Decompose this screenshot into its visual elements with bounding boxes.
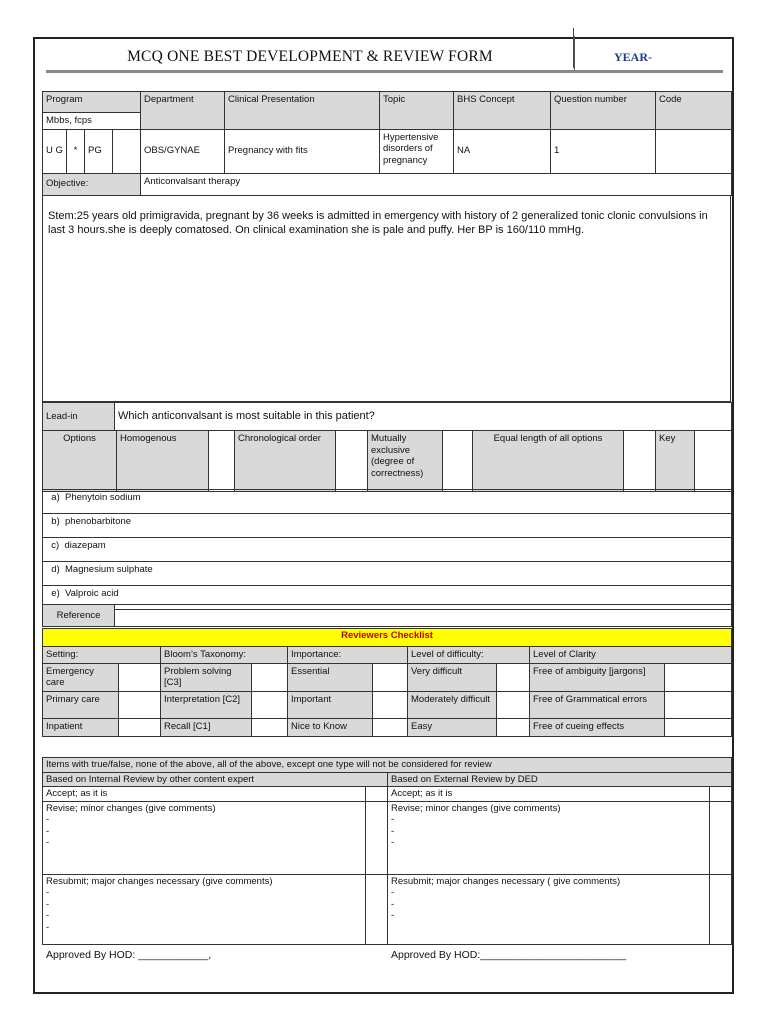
clarity-option: Free of Grammatical errors (530, 691, 665, 718)
importance-check[interactable] (373, 691, 408, 718)
option-item (43, 514, 732, 538)
option-letter: c) (51, 540, 60, 551)
reference-value (115, 605, 732, 627)
internal-resubmit[interactable] (43, 874, 366, 944)
equal-length-header: Equal length of all options (473, 431, 624, 492)
setting-option: Emergency care (43, 663, 119, 691)
setting-option: Inpatient (43, 718, 119, 736)
difficulty-option: Very difficult (408, 663, 497, 691)
importance-option: Essential (288, 663, 373, 691)
lead-in-label: Lead-in (43, 403, 115, 431)
comment-dash: - (391, 814, 395, 825)
lead-in-text: Which anticonvalsant is most suitable in this patient? (115, 403, 732, 431)
external-resubmit[interactable] (388, 874, 710, 944)
review-table (42, 757, 732, 945)
option-letter: a) (51, 492, 60, 503)
chronological-header: Chronological order (235, 431, 336, 492)
program-value: Mbbs, fcps (43, 113, 140, 129)
stem-text: Stem:25 years old primigravida, pregnant by 36 weeks is admitted in emergency with history of 2 generalized tonic clonic convulsions in last 3 hours.she is deeply comatosed. On clinical examination she is pale and puffy. Her BP is 160/110 mmHg. (48, 210, 708, 236)
topic-value: Hypertensive disorders of pregnancy (380, 129, 454, 173)
clinical-presentation-header: Clinical Presentation (225, 92, 380, 130)
reference-label: Reference (43, 605, 115, 627)
external-resubmit-check[interactable] (710, 874, 732, 944)
equal-length-check[interactable] (624, 431, 656, 492)
option-letter: b) (51, 516, 60, 527)
option-text: diazepam (64, 540, 106, 551)
mutually-exclusive-check[interactable] (443, 431, 473, 492)
option-text: Valproic acid (65, 588, 119, 599)
comment-dash: - (46, 898, 50, 910)
internal-revise[interactable] (43, 801, 366, 874)
bhs-concept-value: NA (454, 129, 551, 173)
topic-header: Topic (380, 92, 454, 130)
difficulty-check[interactable] (497, 691, 530, 718)
option-item (43, 490, 732, 514)
options-header-table (42, 430, 732, 492)
internal-review-title: Based on Internal Review by other content expert (43, 772, 388, 787)
year-label: YEAR- (614, 50, 652, 64)
reviewers-checklist-title: Reviewers Checklist (43, 629, 732, 647)
blooms-header: Bloom’s Taxonomy: (161, 647, 288, 664)
setting-option: Primary care (43, 691, 119, 718)
difficulty-check[interactable] (497, 663, 530, 691)
ug-checkbox[interactable]: * (67, 129, 85, 173)
internal-revise-check[interactable] (366, 801, 388, 874)
stem-box (42, 195, 731, 402)
importance-option: Nice to Know (288, 718, 373, 736)
difficulty-option: Easy (408, 718, 497, 736)
comment-dash: - (391, 898, 395, 910)
clarity-option: Free of cueing effects (530, 718, 665, 736)
blooms-option: Interpretation [C2] (161, 691, 252, 718)
bhs-concept-header: BHS Concept (454, 92, 551, 130)
importance-option: Important (288, 691, 373, 718)
program-cell (43, 92, 141, 130)
blooms-check[interactable] (252, 663, 288, 691)
key-value[interactable] (695, 431, 732, 492)
internal-accept-check[interactable] (366, 787, 388, 802)
difficulty-header: Level of difficulty: (408, 647, 530, 664)
internal-accept: Accept; as it is (43, 787, 366, 802)
importance-header: Importance: (288, 647, 408, 664)
department-header: Department (141, 92, 225, 130)
difficulty-check[interactable] (497, 718, 530, 736)
external-revise-check[interactable] (710, 801, 732, 874)
clarity-option: Free of ambiguity [jargons] (530, 663, 665, 691)
importance-check[interactable] (373, 663, 408, 691)
chronological-check[interactable] (336, 431, 368, 492)
department-value: OBS/GYNAE (141, 129, 225, 173)
info-table (42, 91, 732, 196)
objective-label: Objective: (43, 173, 141, 195)
review-note: Items with true/false, none of the above, all of the above, except one type will not be considered for review (43, 758, 732, 773)
comment-dash: - (46, 837, 50, 848)
external-review-title: Based on External Review by DED (388, 772, 732, 787)
question-number-value: 1 (551, 129, 656, 173)
code-value (656, 129, 732, 173)
blooms-option: Recall [C1] (161, 718, 252, 736)
program-header: Program (43, 92, 140, 113)
setting-check[interactable] (119, 663, 161, 691)
lead-in-table (42, 402, 732, 431)
ug-label: U G (43, 129, 67, 173)
option-item (43, 538, 732, 562)
option-text: phenobarbitone (65, 516, 132, 527)
option-text: Phenytoin sodium (65, 492, 141, 503)
internal-resubmit-check[interactable] (366, 874, 388, 944)
reference-table (42, 604, 732, 627)
importance-check[interactable] (373, 718, 408, 736)
option-item (43, 562, 732, 586)
code-header: Code (656, 92, 732, 130)
reviewers-checklist (42, 628, 732, 737)
approved-by-hod-right: Approved By HOD:_________________________ (391, 949, 627, 961)
options-header: Options (43, 431, 117, 492)
blooms-check[interactable] (252, 691, 288, 718)
setting-check[interactable] (119, 691, 161, 718)
comment-dash: - (391, 825, 395, 837)
external-accept-check[interactable] (710, 787, 732, 802)
blooms-check[interactable] (252, 718, 288, 736)
difficulty-option: Moderately difficult (408, 691, 497, 718)
form-title: MCQ ONE BEST DEVELOPMENT & REVIEW FORM (127, 48, 493, 65)
setting-check[interactable] (119, 718, 161, 736)
clinical-presentation-value: Pregnancy with fits (225, 129, 380, 173)
homogenous-header: Homogenous (117, 431, 209, 492)
question-number-header: Question number (551, 92, 656, 130)
external-revise[interactable] (388, 801, 710, 874)
header-divider (574, 36, 575, 72)
clarity-check[interactable] (665, 663, 732, 691)
comment-dash: - (391, 837, 395, 848)
internal-resubmit-label: Resubmit; major changes necessary (give comments) (46, 875, 273, 887)
internal-revise-label: Revise; minor changes (give comments) (46, 802, 216, 814)
approved-by-hod-left: Approved By HOD: ____________, (46, 949, 212, 961)
header-rule (46, 70, 723, 73)
clarity-check[interactable] (665, 691, 732, 718)
pg-checkbox[interactable] (113, 129, 141, 173)
key-header: Key (656, 431, 695, 492)
setting-header: Setting: (43, 647, 161, 664)
external-accept: Accept; as it is (388, 787, 710, 802)
comment-dash: - (391, 887, 395, 898)
pg-label: PG (85, 129, 113, 173)
option-letter: d) (51, 564, 60, 575)
objective-value: Anticonvalsant therapy (141, 173, 732, 195)
comment-dash: - (391, 910, 395, 921)
clarity-header: Level of Clarity (530, 647, 732, 664)
external-resubmit-label: Resubmit; major changes necessary ( give comments) (391, 875, 621, 887)
clarity-check[interactable] (665, 718, 732, 736)
option-text: Magnesium sulphate (65, 564, 153, 575)
options-table (42, 489, 732, 610)
mutually-exclusive-header: Mutually exclusive (degree of correctness) (368, 431, 443, 492)
comment-dash: - (46, 921, 50, 933)
option-letter: e) (51, 588, 60, 599)
homogenous-check[interactable] (209, 431, 235, 492)
blooms-option: Problem solving [C3] (161, 663, 252, 691)
comment-dash: - (46, 825, 50, 837)
comment-dash: - (46, 814, 50, 825)
comment-dash: - (46, 910, 50, 921)
comment-dash: - (46, 887, 50, 898)
external-revise-label: Revise; minor changes (give comments) (391, 802, 561, 814)
